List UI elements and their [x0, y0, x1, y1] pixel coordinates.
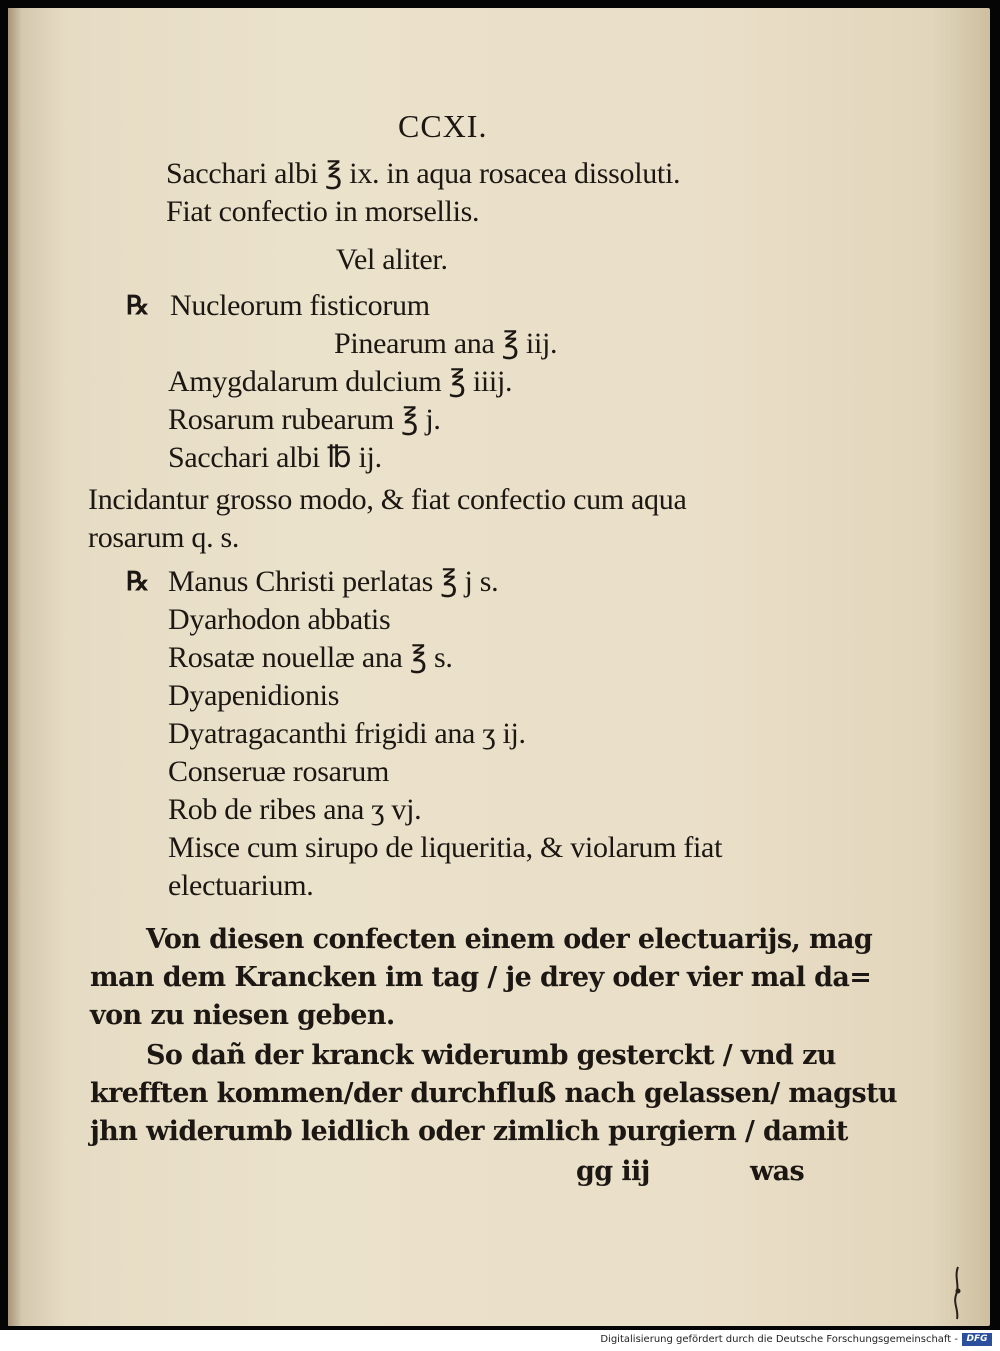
text-line: Fiat confectio in morsellis. — [166, 195, 480, 228]
german-line: man dem Krancken im tag / je drey oder vier mal da= — [90, 962, 872, 993]
dfg-logo: DFG — [962, 1333, 992, 1346]
footer-credit: Digitalisierung gefördert durch die Deutsche Forschungsgemeinschaft - — [600, 1334, 958, 1345]
footer-bar — [0, 1330, 1000, 1351]
section-heading: Vel aliter. — [336, 243, 448, 276]
book-page — [8, 8, 990, 1326]
text-line: Conseruæ rosarum — [168, 755, 390, 788]
text-line: Nucleorum fisticorum — [170, 289, 430, 322]
text-line: rosarum q. s. — [88, 521, 240, 554]
signature-mark: gg iij — [576, 1156, 650, 1187]
german-line: von zu niesen geben. — [90, 1000, 395, 1031]
text-line: Misce cum sirupo de liqueritia, & violarum fiat — [168, 831, 723, 864]
ink-mark — [948, 1263, 966, 1323]
catchword: was — [750, 1156, 805, 1187]
text-line: Rob de ribes ana ʒ vj. — [168, 793, 422, 826]
folio-number: CCXI. — [398, 108, 488, 144]
recipe-symbol: ℞ — [126, 291, 150, 321]
text-line: Rosatæ nouellæ ana ℥ s. — [168, 641, 453, 674]
text-line: Pinearum ana ℥ iij. — [334, 327, 558, 360]
text-line: Manus Christi perlatas ℥ j s. — [168, 565, 499, 598]
text-line: Rosarum rubearum ℥ j. — [168, 403, 441, 436]
text-line: Sacchari albi ℥ ix. in aqua rosacea dissoluti. — [166, 157, 681, 190]
text-line: Incidantur grosso modo, & fiat confectio cum aqua — [88, 483, 687, 516]
text-line: Dyatragacanthi frigidi ana ʒ ij. — [168, 717, 526, 750]
text-line: Dyarhodon abbatis — [168, 603, 391, 636]
text-line: Amygdalarum dulcium ℥ iiij. — [168, 365, 513, 398]
german-line: krefften kommen/der durchfluß nach gelassen/ magstu — [90, 1078, 897, 1109]
text-line: Sacchari albi ℔ ij. — [168, 441, 382, 474]
german-line: jhn widerumb leidlich oder zimlich purgiern / damit — [90, 1116, 848, 1147]
text-line: electuarium. — [168, 869, 314, 902]
german-line: So dañ der kranck widerumb gesterckt / vnd zu — [146, 1040, 836, 1071]
german-line: Von diesen confecten einem oder electuarijs, mag — [146, 924, 873, 955]
text-line: Dyapenidionis — [168, 679, 340, 712]
recipe-symbol: ℞ — [126, 567, 150, 597]
